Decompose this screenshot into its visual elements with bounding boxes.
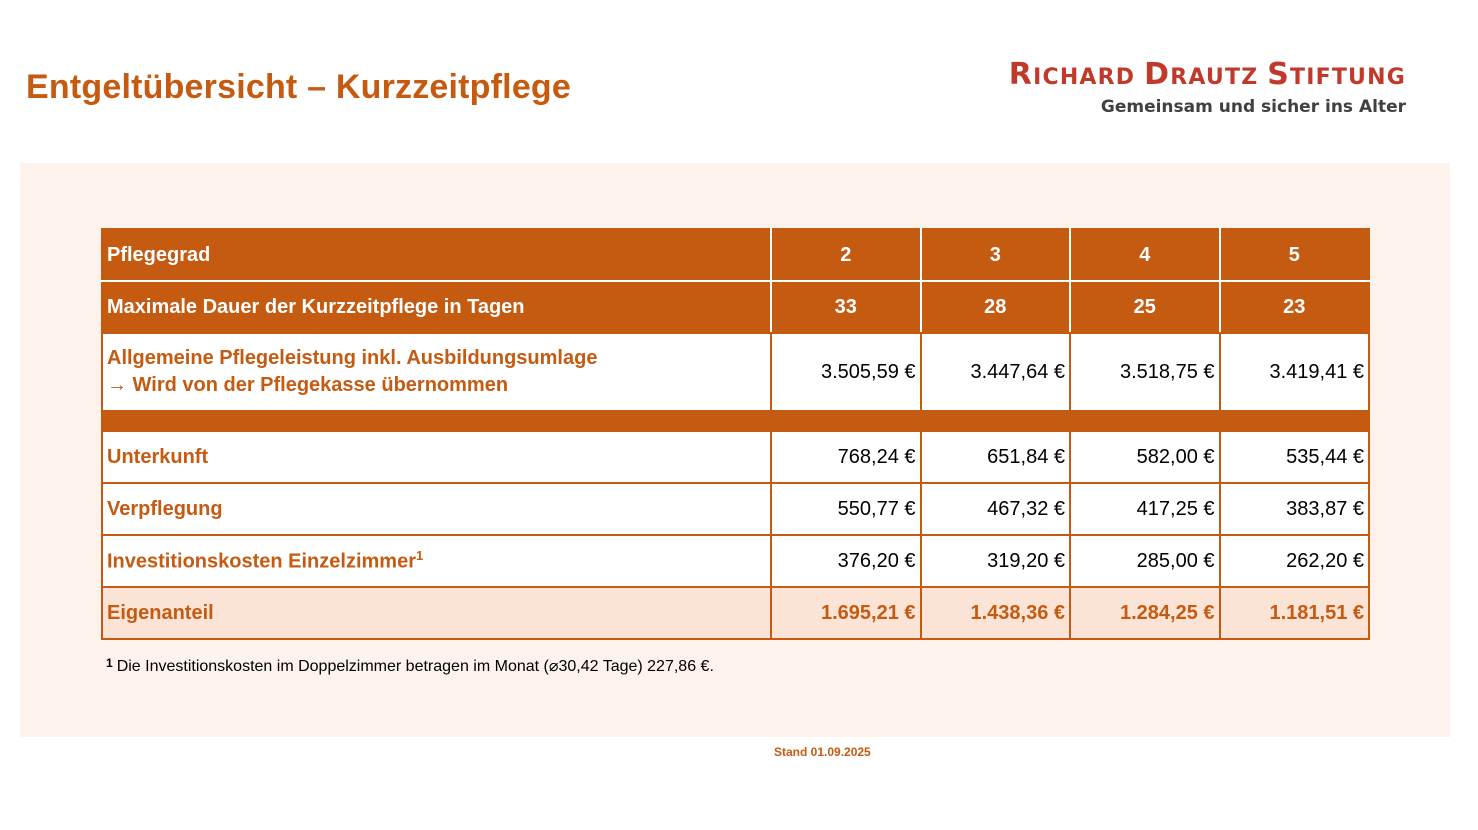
footnote-text: Die Investitionskosten im Doppelzimmer betragen im Monat (⌀30,42 Tage) 227,86 €. bbox=[116, 658, 714, 675]
investment-label-text: Investitionskosten Einzelzimmer bbox=[107, 550, 416, 573]
logo bbox=[1009, 58, 1406, 117]
investment-row bbox=[102, 535, 1369, 587]
stand-date: Stand 01.09.2025 bbox=[774, 745, 871, 759]
table-cell: 467,32 € bbox=[921, 483, 1071, 535]
logo-tagline: Gemeinsam und sicher ins Alter bbox=[1100, 97, 1406, 117]
logo-word-richard: ICHARD bbox=[1033, 65, 1136, 90]
own-share-label: Eigenanteil bbox=[102, 587, 771, 639]
table-cell: 3.505,59 € bbox=[771, 333, 921, 411]
total-cell: 1.181,51 € bbox=[1220, 587, 1370, 639]
table-cell: 319,20 € bbox=[921, 535, 1071, 587]
duration-value: 23 bbox=[1220, 281, 1370, 333]
table-cell: 376,20 € bbox=[771, 535, 921, 587]
table-cell: 768,24 € bbox=[771, 431, 921, 483]
duration-value: 33 bbox=[771, 281, 921, 333]
general-care-label bbox=[102, 333, 771, 411]
general-care-label-line1: Allgemeine Pflegeleistung inkl. Ausbildungsumlage bbox=[107, 347, 598, 369]
own-share-row bbox=[102, 587, 1369, 639]
logo-name bbox=[1009, 58, 1406, 95]
table-cell: 582,00 € bbox=[1070, 431, 1220, 483]
accommodation-row bbox=[102, 431, 1369, 483]
logo-initial-s: S bbox=[1267, 57, 1291, 92]
table-cell: 262,20 € bbox=[1220, 535, 1370, 587]
table-cell: 383,87 € bbox=[1220, 483, 1370, 535]
separator-cell bbox=[1070, 411, 1220, 431]
separator-cell bbox=[1220, 411, 1370, 431]
header-label: Pflegegrad bbox=[102, 229, 771, 281]
duration-value: 25 bbox=[1070, 281, 1220, 333]
investment-label bbox=[102, 535, 771, 587]
meals-row bbox=[102, 483, 1369, 535]
table-cell: 417,25 € bbox=[1070, 483, 1220, 535]
table-header-row bbox=[102, 229, 1369, 281]
logo-initial-r: R bbox=[1008, 57, 1034, 92]
separator-row bbox=[102, 411, 1369, 431]
logo-word-drautz: RAUTZ bbox=[1170, 65, 1259, 90]
separator-cell bbox=[102, 411, 771, 431]
table-cell: 651,84 € bbox=[921, 431, 1071, 483]
separator-cell bbox=[771, 411, 921, 431]
logo-initial-d: D bbox=[1144, 57, 1171, 92]
table-cell: 3.518,75 € bbox=[1070, 333, 1220, 411]
table-cell: 535,44 € bbox=[1220, 431, 1370, 483]
footnote bbox=[106, 656, 714, 676]
total-cell: 1.695,21 € bbox=[771, 587, 921, 639]
duration-value: 28 bbox=[921, 281, 1071, 333]
separator-cell bbox=[921, 411, 1071, 431]
fee-table bbox=[101, 228, 1370, 640]
footnote-ref: 1 bbox=[415, 548, 424, 564]
header-value: 2 bbox=[771, 229, 921, 281]
footnote-mark: 1 bbox=[106, 656, 113, 670]
logo-word-stiftung: TIFTUNG bbox=[1290, 65, 1406, 90]
header-value: 3 bbox=[921, 229, 1071, 281]
header-value: 4 bbox=[1070, 229, 1220, 281]
table-cell: 3.419,41 € bbox=[1220, 333, 1370, 411]
table-cell: 550,77 € bbox=[771, 483, 921, 535]
table-cell: 285,00 € bbox=[1070, 535, 1220, 587]
general-care-row bbox=[102, 333, 1369, 411]
page-title: Entgeltübersicht – Kurzzeitpflege bbox=[26, 68, 572, 106]
table-cell: 3.447,64 € bbox=[921, 333, 1071, 411]
duration-row bbox=[102, 281, 1369, 333]
header-value: 5 bbox=[1220, 229, 1370, 281]
accommodation-label: Unterkunft bbox=[102, 431, 771, 483]
general-care-label-line2: → Wird von der Pflegekasse übernommen bbox=[107, 374, 509, 396]
meals-label: Verpflegung bbox=[102, 483, 771, 535]
duration-label: Maximale Dauer der Kurzzeitpflege in Tagen bbox=[102, 281, 771, 333]
total-cell: 1.284,25 € bbox=[1070, 587, 1220, 639]
total-cell: 1.438,36 € bbox=[921, 587, 1071, 639]
